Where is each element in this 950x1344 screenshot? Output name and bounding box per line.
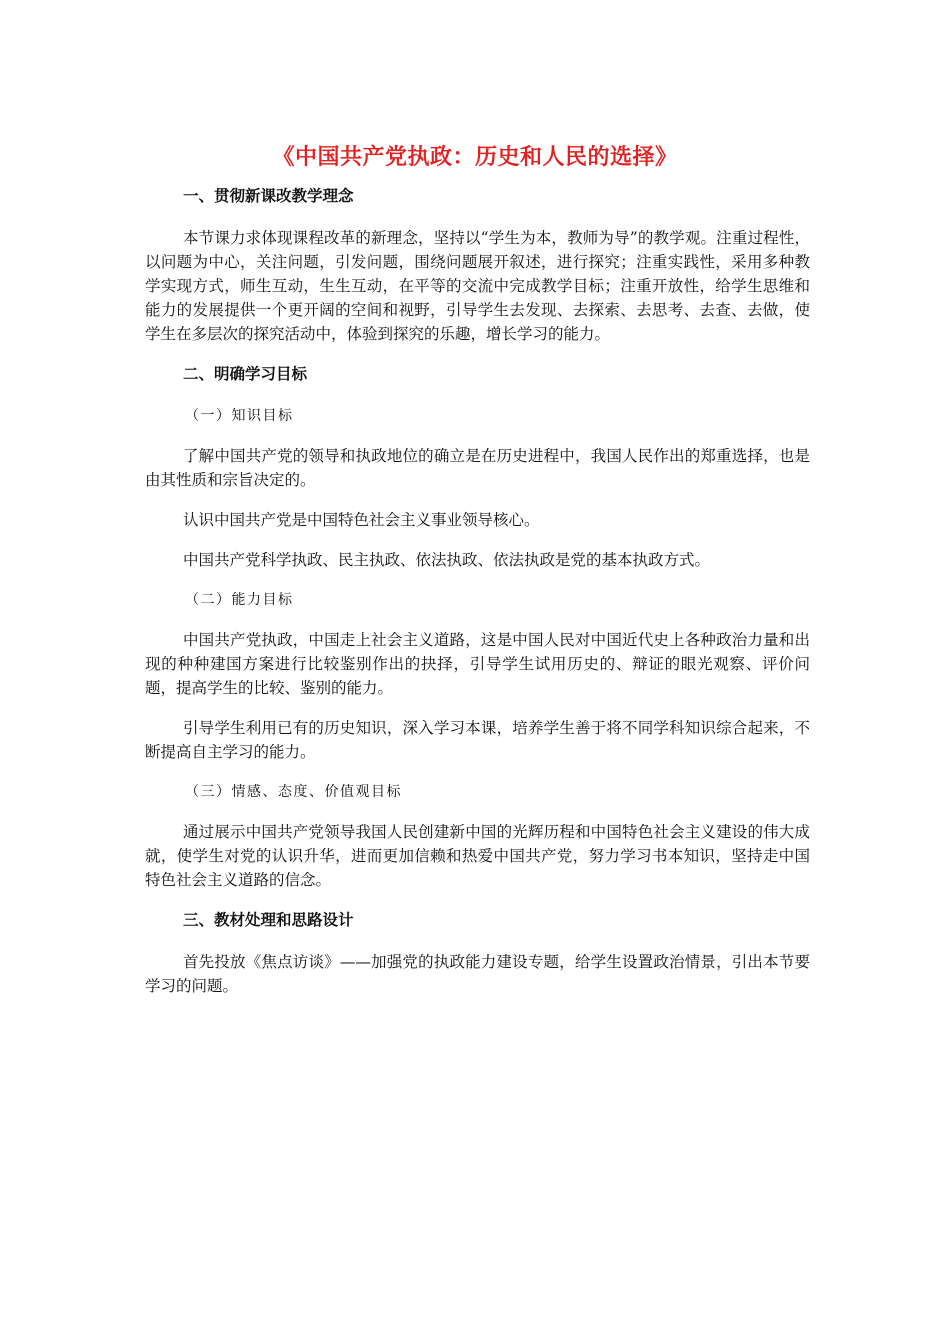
paragraph: 通过展示中国共产党领导我国人民创建新中国的光辉历程和中国特色社会主义建设的伟大成就，使学生对党的认识升华，进而更加信赖和热爱中国共产党，努力学习书本知识，坚持走中国特色社会主义道路的信念。 xyxy=(145,823,810,889)
subheading-knowledge: （一）知识目标 xyxy=(185,408,294,424)
paragraph: 本节课力求体现课程改革的新理念，坚持以“学生为本，教师为导”的教学观。注重过程性，以问题为中心，关注问题，引发问题，围绕问题展开叙述，进行探究；注重实践性，采用多种教学实现方式，师生互动，生生互动，在平等的交流中完成教学目标；注重开放性，给学生思维和能力的发展提供一个更开阔的空间和视野，引导学生去发现、去探索、去思考、去查、去做，使学生在多层次的探究活动中，体验到探究的乐趣，增长学习的能力。 xyxy=(145,229,810,343)
paragraph: 认识中国共产党是中国特色社会主义事业领导核心。 xyxy=(183,511,540,529)
document-body xyxy=(145,184,810,1014)
paragraph: 中国共产党执政，中国走上社会主义道路，这是中国人民对中国近代史上各种政治力量和出现的种种建国方案进行比较鉴别作出的抉择，引导学生试用历史的、辩证的眼光观察、评价问题，提高学生的比较、鉴别的能力。 xyxy=(145,631,810,697)
section-heading-3: 三、教材处理和思路设计 xyxy=(183,911,354,929)
section-heading-1: 一、贯彻新课改教学理念 xyxy=(183,187,354,205)
section-heading-2: 二、明确学习目标 xyxy=(183,365,308,383)
document-title: 《中国共产党执政：历史和人民的选择》 xyxy=(272,144,678,170)
paragraph: 引导学生利用已有的历史知识，深入学习本课，培养学生善于将不同学科知识综合起来，不断提高自主学习的能力。 xyxy=(145,719,810,761)
subheading-values: （三）情感、态度、价值观目标 xyxy=(185,784,402,800)
subheading-ability: （二）能力目标 xyxy=(185,592,294,608)
paragraph: 首先投放《焦点访谈》——加强党的执政能力建设专题，给学生设置政治情景，引出本节要学习的问题。 xyxy=(145,953,810,995)
paragraph: 了解中国共产党的领导和执政地位的确立是在历史进程中，我国人民作出的郑重选择，也是由其性质和宗旨决定的。 xyxy=(145,447,810,489)
paragraph: 中国共产党科学执政、民主执政、依法执政、依法执政是党的基本执政方式。 xyxy=(183,551,711,569)
